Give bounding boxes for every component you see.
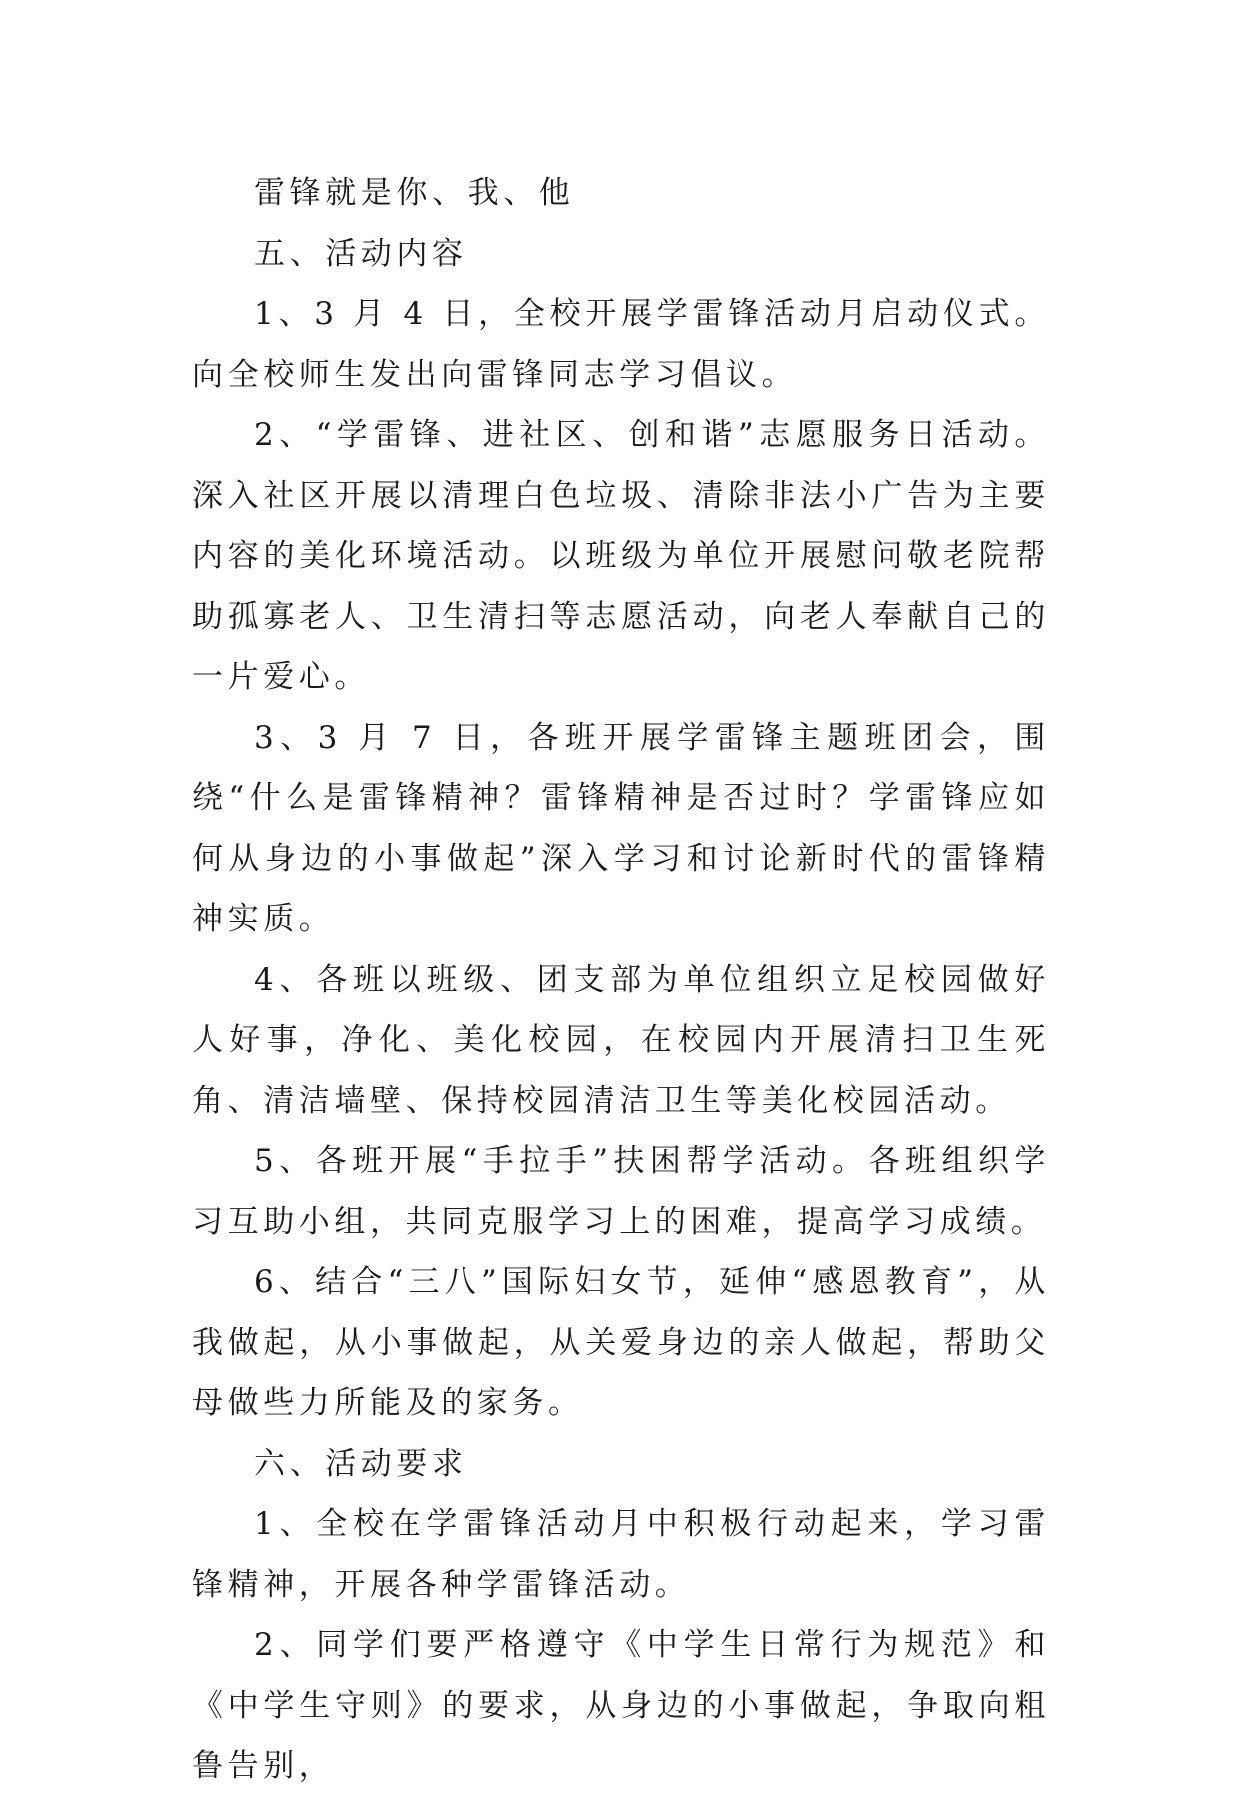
paragraph: 3、3 月 7 日，各班开展学雷锋主题班团会，围绕“什么是雷锋精神？雷锋精神是否过时？学雷锋应如何从身边的小事做起”深入学习和讨论新时代的雷锋精神实质。: [192, 719, 1050, 937]
paragraph: 1、3 月 4 日，全校开展学雷锋活动月启动仪式。向全校师生发出向雷锋同志学习倡议。: [192, 296, 1050, 393]
paragraph: 雷锋就是你、我、他: [254, 175, 575, 211]
paragraph: 5、各班开展“手拉手”扶困帮学活动。各班组织学习互助小组，共同克服学习上的困难，提高学习成绩。: [192, 1143, 1050, 1240]
document-body: [192, 163, 1050, 1797]
section-heading: 六、活动要求: [254, 1445, 468, 1482]
paragraph: 2、同学们要严格遵守《中学生日常行为规范》和《中学生守则》的要求，从身边的小事做起，争取向粗鲁告别，: [192, 1627, 1050, 1784]
paragraph: 4、各班以班级、团支部为单位组织立足校园做好人好事，净化、美化校园，在校园内开展清扫卫生死角、清洁墙壁、保持校园清洁卫生等美化校园活动。: [192, 961, 1050, 1119]
paragraph: 1、全校在学雷锋活动月中积极行动起来，学习雷锋精神，开展各种学雷锋活动。: [192, 1506, 1050, 1603]
section-heading: 五、活动内容: [254, 235, 468, 272]
paragraph: 6、结合“三八”国际妇女节，延伸“感恩教育”，从我做起，从小事做起，从关爱身边的亲人做起，帮助父母做些力所能及的家务。: [192, 1264, 1050, 1421]
paragraph: 2、“学雷锋、进社区、创和谐”志愿服务日活动。深入社区开展以清理白色垃圾、清除非法小广告为主要内容的美化环境活动。以班级为单位开展慰问敬老院帮助孤寡老人、卫生清扫等志愿活动，向老人奉献自己的一片爱心。: [192, 417, 1050, 695]
